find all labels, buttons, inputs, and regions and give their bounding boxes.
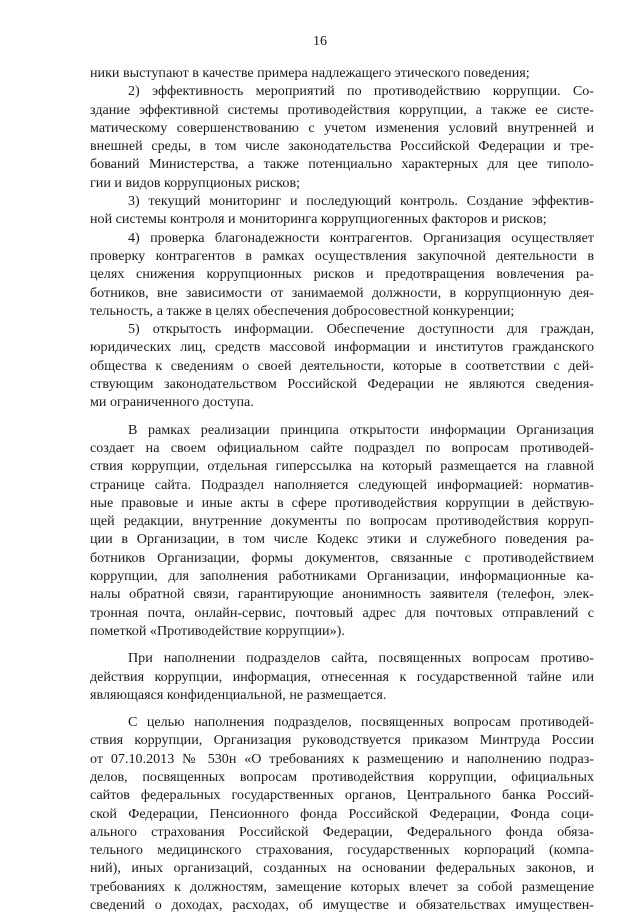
paragraph [90, 64, 594, 82]
text-line: ботников, вне зависимости от занимаемой должности, в коррупционную дея- [90, 284, 594, 301]
text-line: ской Федерации, Пенсионного фонда Российской Федерации, Фонда соци- [90, 805, 594, 822]
text-line: здание эффективной системы противодействия коррупции, а также ее систе- [90, 101, 594, 118]
text-line: налы обратной связи, гарантирующие анонимность заявителя (телефон, элек- [90, 586, 594, 603]
text-line: ботников Организации, формы документов, связанные с противодействием [90, 549, 594, 566]
paragraph [90, 421, 594, 641]
paragraph-gap [90, 640, 594, 649]
text-line: ники выступают в качестве примера надлежащего этического поведения; [90, 65, 530, 81]
text-line: гии и видов коррупционых рисков; [90, 174, 301, 191]
text-line: создает на своем официальном сайте подраздел по вопросам противодей- [90, 439, 594, 456]
text-line: сведений о доходах, расходах, об имуществе и обязательствах имуществен- [90, 897, 594, 914]
text-line: бований Министерства, а также потенциально характерных для цее типоло- [90, 156, 594, 173]
text-line: 5) открытость информации. Обеспечение доступности для граждан, [128, 321, 594, 338]
page-number: 16 [313, 34, 327, 49]
text-line: внешней среды, в том числе законодательства Российской Федерации и тре- [90, 138, 594, 155]
text-line: ний), иных организаций, созданных на основании федеральных законов, и [90, 860, 594, 877]
text-line: делов, посвященных вопросам противодействия коррупции, официальных [90, 768, 594, 785]
text-line: ствия коррупции, Организация руководствуется приказом Минтруда России [90, 732, 594, 749]
paragraph [90, 713, 594, 914]
text-line: матическому совершенствованию с учетом изменения условий внутренней и [90, 119, 594, 136]
paragraph [90, 649, 594, 704]
text-line: пометкой «Противодействие коррупции»). [90, 622, 345, 639]
paragraph [90, 82, 594, 192]
text-line: 2) эффективность мероприятий по противодействию коррупции. Со- [128, 83, 594, 100]
text-line: ные правовые и иные акты в сфере противодействия коррупции в действую- [90, 494, 594, 511]
text-line: 4) проверка благонадежности контрагентов. Организация осуществляет [128, 229, 594, 246]
text-line: В рамках реализации принципа открытости информации Организация [128, 421, 594, 438]
text-line: ствия коррупции, отдельная гиперссылка на который размещается на главной [90, 458, 594, 475]
text-line: сайтов федеральных государственных органов, Центрального банка Россий- [90, 787, 594, 804]
text-line: являющаяся конфиденциальной, не размещается. [90, 686, 387, 703]
text-line: требованиях к должностям, замещение которых влечет за собой размещение [90, 878, 594, 895]
text-line: коррупции, для заполнения работниками Организации, информационные ка- [90, 568, 594, 585]
text-line: тельность, а также в целях обеспечения добросовестной конкуренции; [90, 302, 515, 319]
paragraph-gap [90, 704, 594, 713]
paragraph [90, 192, 594, 229]
text-line: тронная почта, онлайн-сервис, почтовый адрес для почтовых отправлений с [90, 604, 594, 621]
text-line: ции в Организации, в том числе Кодекс этики и служебного поведения ра- [90, 531, 594, 548]
text-line: от 07.10.2013 № 530н «О требованиях к размещению и наполнению подраз- [90, 750, 594, 767]
text-line: ствующим законодательством Российской Федерации не являются сведения- [90, 376, 594, 393]
paragraph [90, 229, 594, 320]
paragraph-gap [90, 412, 594, 421]
text-line: странице сайта. Подраздел наполняется следующей информацией: норматив- [90, 476, 594, 493]
document-body [90, 64, 594, 914]
text-line: общества к сведениям о своей деятельности, которые в соответствии с дей- [90, 357, 594, 374]
text-line: При наполнении подразделов сайта, посвященных вопросам противо- [128, 650, 594, 667]
text-line: целях снижения коррупционных рисков и предотвращения вовлечения ра- [90, 266, 594, 283]
text-line: тельного медицинского страхования, государственных корпораций (компа- [90, 842, 594, 859]
text-line: ального страхования Российской Федерации, Федерального фонда обяза- [90, 823, 594, 840]
text-line: ной системы контроля и мониторинга коррупциогенных факторов и рисков; [90, 211, 547, 228]
text-line: С целью наполнения подразделов, посвященных вопросам противодей- [128, 714, 594, 731]
text-line: проверку контрагентов в рамках осуществления закупочной деятельности в [90, 247, 594, 264]
text-line: юридических лиц, средств массовой информации и институтов гражданского [90, 339, 594, 356]
text-line: щей редакции, внутренние документы по вопросам противодействия корруп- [90, 513, 594, 530]
text-line: ми ограниченного доступа. [90, 394, 254, 411]
text-line: действия коррупции, информация, отнесенная к государственной тайне или [90, 668, 594, 685]
paragraph [90, 320, 594, 411]
text-line: 3) текущий мониторинг и последующий контроль. Создание эффектив- [128, 193, 594, 210]
